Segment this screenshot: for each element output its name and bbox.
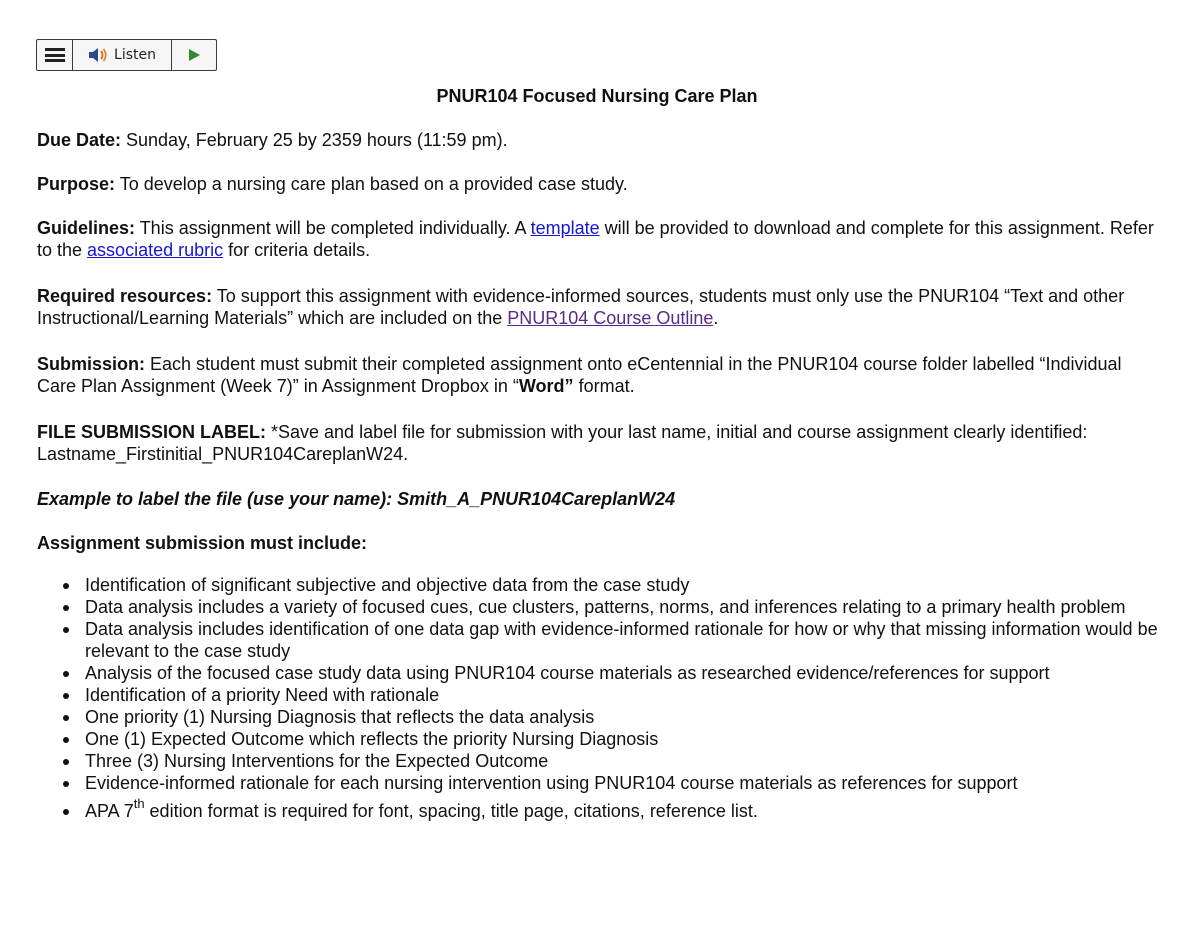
submission-text-1: Each student must submit their completed assignment onto eCentennial in the PNUR104 course folder labelled “Individual Care Plan Assignment (Week 7)” in Assignment Dropbox in “ [37,354,1122,396]
bullet-icon [63,715,69,721]
speaker-icon [88,47,108,63]
bullet-icon [63,759,69,765]
list-item [85,728,1162,750]
template-link[interactable]: template [530,218,600,238]
submission-label: Submission: [37,354,146,374]
listen-button[interactable] [73,40,172,70]
required-resources-label: Required resources: [37,286,213,306]
must-include-heading: Assignment submission must include: [37,533,368,553]
bullet-icon [63,693,69,699]
course-outline-link[interactable]: PNUR104 Course Outline [507,308,714,328]
list-item [85,706,1162,728]
requirement-text: Data analysis includes identification of one data gap with evidence-informed rationale for how or why that missing information would be relevant to the case study [85,619,1158,661]
list-item [85,574,1162,596]
apa-text-1: APA 7 [85,801,134,821]
list-item [85,750,1162,772]
apa-text-2: edition format is required for font, spacing, title page, citations, reference list. [144,801,758,821]
purpose-paragraph [37,173,1162,195]
associated-rubric-link[interactable]: associated rubric [87,240,224,260]
submission-paragraph [37,353,1162,397]
play-button[interactable] [172,40,216,70]
bullet-icon [63,671,69,677]
file-submission-label-paragraph [37,421,1162,465]
list-item [85,796,1162,822]
bullet-icon [63,809,69,815]
file-submission-text: *Save and label file for submission with your last name, initial and course assignment clearly identified: Lastname_Firstinitial_PNUR104CareplanW24. [37,422,1088,464]
due-date-label: Due Date: [37,130,122,150]
requirement-text: Three (3) Nursing Interventions for the Expected Outcome [85,751,549,771]
guidelines-text-3: for criteria details. [223,240,371,260]
list-item [85,684,1162,706]
requirement-text: One priority (1) Nursing Diagnosis that reflects the data analysis [85,707,595,727]
requirement-text: Evidence-informed rationale for each nursing intervention using PNUR104 course materials as references for support [85,773,1018,793]
submission-text-2: format. [573,376,635,396]
file-label-example: Example to label the file (use your name): Smith_A_PNUR104CareplanW24 [37,489,676,509]
list-item [85,618,1162,662]
required-resources-paragraph [37,285,1162,329]
bullet-icon [63,781,69,787]
listen-label: Listen [114,47,156,63]
play-icon [187,48,201,62]
requirement-text: Identification of a priority Need with rationale [85,685,440,705]
requirement-text: Analysis of the focused case study data using PNUR104 course materials as researched evidence/references for support [85,663,1050,683]
list-item [85,662,1162,684]
guidelines-text-2: will be provided to download and complete for this assignment. Refer to the [37,218,1154,260]
due-date-text: Sunday, February 25 by 2359 hours (11:59 pm). [121,130,508,150]
requirement-text: Identification of significant subjective and objective data from the case study [85,575,690,595]
file-submission-label: FILE SUBMISSION LABEL: [37,422,266,442]
bullet-icon [63,737,69,743]
requirement-text: One (1) Expected Outcome which reflects the priority Nursing Diagnosis [85,729,659,749]
hamburger-menu-icon [45,48,65,62]
word-format-bold: Word” [518,376,574,396]
required-resources-text-2: . [713,308,719,328]
bullet-icon [63,605,69,611]
list-item [85,596,1162,618]
guidelines-text-1: This assignment will be completed individually. A [135,218,531,238]
due-date-paragraph [37,129,1162,151]
list-item [85,772,1162,794]
bullet-icon [63,583,69,589]
menu-button[interactable] [37,40,73,70]
bullet-icon [63,627,69,633]
purpose-label: Purpose: [37,174,116,194]
page-title: PNUR104 Focused Nursing Care Plan [436,86,758,106]
requirement-text: Data analysis includes a variety of focused cues, cue clusters, patterns, norms, and inferences relating to a primary health problem [85,597,1126,617]
apa-superscript: th [133,796,145,811]
purpose-text: To develop a nursing care plan based on a provided case study. [115,174,628,194]
read-aloud-toolbar [36,39,217,71]
guidelines-paragraph [37,217,1162,261]
required-resources-text-1: To support this assignment with evidence-informed sources, students must only use the PNUR104 “Text and other Instructional/Learning Materials” which are included on the [37,286,1125,328]
requirements-list [37,574,1162,822]
guidelines-label: Guidelines: [37,218,136,238]
